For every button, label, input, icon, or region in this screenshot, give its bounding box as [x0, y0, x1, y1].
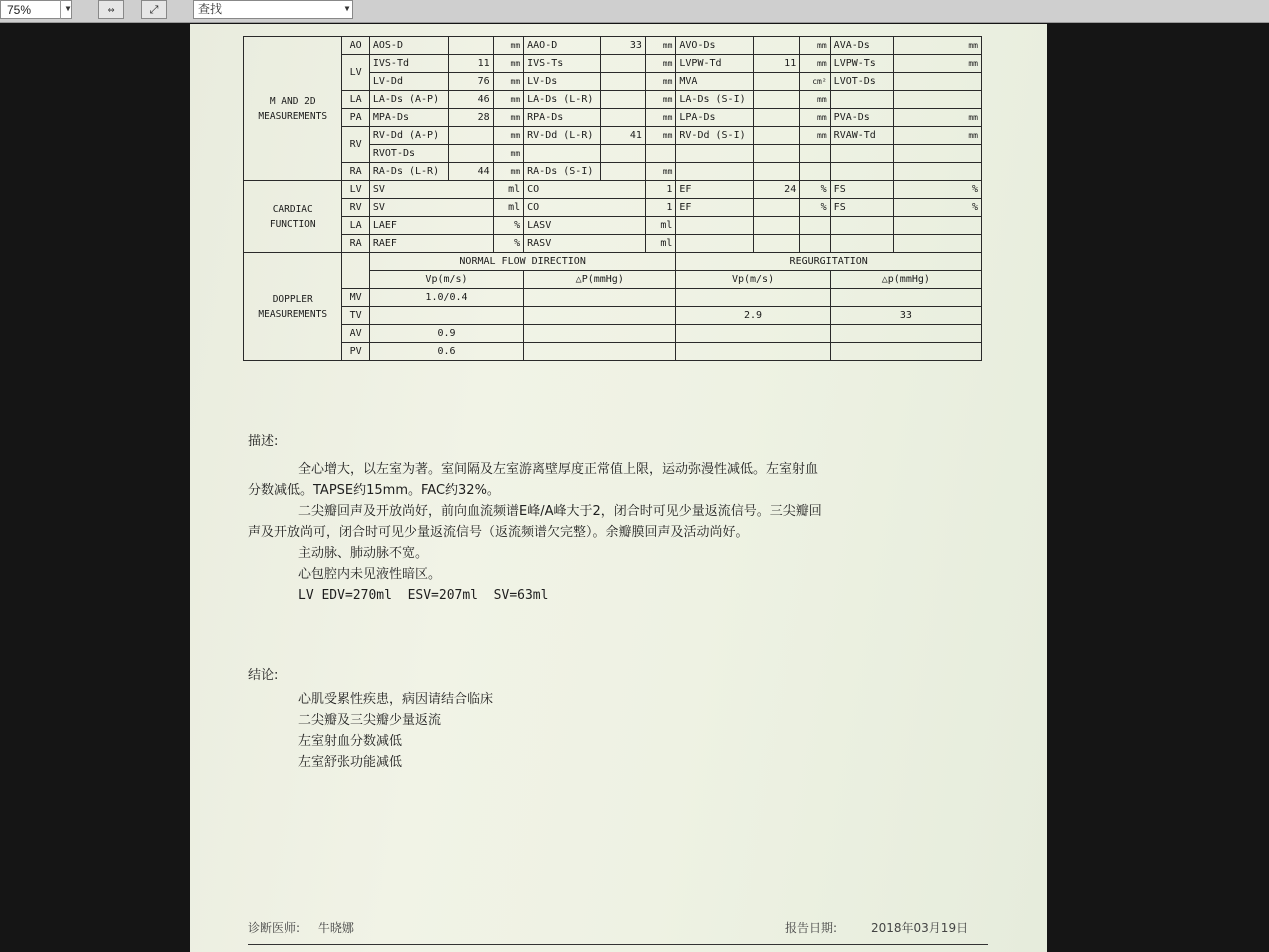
cell-empty: [830, 163, 893, 181]
cell-value: 44: [449, 163, 494, 181]
dp-value: [524, 307, 676, 325]
cell-unit: %: [893, 199, 981, 217]
cell-unit: mm: [493, 145, 523, 163]
cell-empty: [342, 253, 369, 289]
table-row: [244, 253, 982, 271]
sub-label: LA: [342, 217, 369, 235]
cell-unit: mm: [645, 37, 675, 55]
table-row: [244, 325, 982, 343]
cell-label: LA-Ds (L-R): [524, 91, 601, 109]
cell-value: [601, 91, 646, 109]
cell-empty: [524, 145, 601, 163]
table-row: [244, 109, 982, 127]
cell-value: [601, 55, 646, 73]
table-row: [244, 127, 982, 145]
cell-unit: %: [493, 235, 523, 253]
footer-divider: [248, 944, 988, 945]
cell-value: 46: [449, 91, 494, 109]
cell-label: SV: [369, 181, 493, 199]
table-row: [244, 163, 982, 181]
date-label: 报告日期:: [785, 921, 838, 935]
cell-empty: [893, 73, 981, 91]
table-row: [244, 217, 982, 235]
description-line: LV EDV=270ml ESV=207ml SV=63ml: [298, 588, 549, 603]
vp-value: 1.0/0.4: [369, 289, 523, 307]
cell-label: LVPW-Ts: [830, 55, 893, 73]
cell-value: 33: [601, 37, 646, 55]
cell-value: [753, 73, 800, 91]
doctor-label: 诊断医师:: [248, 921, 301, 935]
cell-unit: mm: [493, 91, 523, 109]
cell-value: [753, 109, 800, 127]
cell-empty: [830, 145, 893, 163]
cell-value: [601, 109, 646, 127]
cell-empty: [753, 163, 800, 181]
regurg-vp-value: [676, 325, 830, 343]
cell-label: SV: [369, 199, 493, 217]
cell-empty: [893, 217, 981, 235]
cell-empty: [800, 217, 830, 235]
cell-unit: mm: [645, 91, 675, 109]
cell-unit: 1: [645, 199, 675, 217]
table-row: [244, 235, 982, 253]
cell-empty: [893, 91, 981, 109]
cell-label: FS: [830, 199, 893, 217]
cell-unit: ml: [645, 217, 675, 235]
cell-unit: %: [893, 181, 981, 199]
cell-label: MPA-Ds: [369, 109, 448, 127]
section-m2d-label: M AND 2D MEASUREMENTS: [244, 37, 342, 181]
cell-unit: mm: [493, 73, 523, 91]
cell-value: 11: [449, 55, 494, 73]
cell-label: AVO-Ds: [676, 37, 753, 55]
cell-label: LV-Ds: [524, 73, 601, 91]
description-line: 心包腔内未见液性暗区。: [298, 567, 442, 582]
cell-label: FS: [830, 181, 893, 199]
cell-empty: [753, 145, 800, 163]
cell-label: LASV: [524, 217, 646, 235]
section-doppler-label: DOPPLER MEASUREMENTS: [244, 253, 342, 361]
cell-empty: [753, 235, 800, 253]
cell-label: RPA-Ds: [524, 109, 601, 127]
cell-unit: mm: [893, 55, 981, 73]
regurg-vp-value: [676, 343, 830, 361]
conclusion-line: 左室舒张功能减低: [298, 755, 403, 770]
valve-label: TV: [342, 307, 369, 325]
regurg-vp-header: Vp(m/s): [676, 271, 830, 289]
cell-label: EF: [676, 199, 753, 217]
cell-value: 41: [601, 127, 646, 145]
cell-label: RA-Ds (S-I): [524, 163, 601, 181]
sub-label: PA: [342, 109, 369, 127]
conclusion-heading: 结论:: [248, 668, 279, 683]
sub-label: LA: [342, 91, 369, 109]
cell-empty: [830, 235, 893, 253]
cell-label: AAO-D: [524, 37, 601, 55]
valve-label: PV: [342, 343, 369, 361]
cell-unit: mm: [800, 55, 830, 73]
cell-empty: [893, 145, 981, 163]
description-line: 声及开放尚可，闭合时可见少量返流信号（返流频谱欠完整）。余瓣膜回声及活动尚好。: [248, 525, 749, 540]
cell-label: CO: [524, 181, 646, 199]
report-page: [190, 24, 1047, 952]
regurg-dp-value: [830, 325, 981, 343]
cell-unit: mm: [645, 163, 675, 181]
cell-unit: ml: [493, 199, 523, 217]
regurgitation-header: REGURGITATION: [676, 253, 982, 271]
cell-value: [449, 37, 494, 55]
cell-value: [449, 127, 494, 145]
cell-value: 11: [753, 55, 800, 73]
search-input[interactable]: [193, 0, 353, 19]
cell-label: RA-Ds (L-R): [369, 163, 448, 181]
cell-label: RVOT-Ds: [369, 145, 448, 163]
cell-empty: [893, 235, 981, 253]
vp-value: 0.9: [369, 325, 523, 343]
table-row: [244, 37, 982, 55]
cell-unit: mm: [645, 109, 675, 127]
conclusion-line: 左室射血分数减低: [298, 734, 403, 749]
cell-empty: [676, 145, 753, 163]
cell-label: CO: [524, 199, 646, 217]
dp-value: [524, 325, 676, 343]
cell-value: 76: [449, 73, 494, 91]
cell-value: [601, 73, 646, 91]
cell-label: LV-Dd: [369, 73, 448, 91]
cell-label: IVS-Td: [369, 55, 448, 73]
cell-empty: [601, 145, 646, 163]
cell-unit: mm: [493, 127, 523, 145]
section-cardiac-label: CARDIAC FUNCTION: [244, 181, 342, 253]
chevron-down-icon[interactable]: ▼: [60, 0, 75, 19]
regurg-dp-value: [830, 289, 981, 307]
cell-unit: mm: [800, 91, 830, 109]
fit-page-icon[interactable]: ⤢: [141, 0, 167, 19]
findings-section: [248, 430, 822, 773]
cell-empty: [676, 235, 753, 253]
cell-unit: 1: [645, 181, 675, 199]
regurg-vp-value: 2.9: [676, 307, 830, 325]
cell-empty: [676, 163, 753, 181]
valve-label: AV: [342, 325, 369, 343]
cell-empty: [753, 217, 800, 235]
cell-value: [601, 163, 646, 181]
cell-value: [753, 37, 800, 55]
cell-unit: %: [493, 217, 523, 235]
cell-value: 28: [449, 109, 494, 127]
cell-unit: mm: [893, 127, 981, 145]
regurg-vp-value: [676, 289, 830, 307]
cell-unit: mm: [493, 109, 523, 127]
cell-unit: mm: [800, 127, 830, 145]
cell-label: EF: [676, 181, 753, 199]
table-row: [244, 91, 982, 109]
cell-unit: mm: [493, 163, 523, 181]
cell-unit: mm: [645, 127, 675, 145]
cell-label: RV-Dd (S-I): [676, 127, 753, 145]
sub-label: LV: [342, 181, 369, 199]
cell-label: RAEF: [369, 235, 493, 253]
cell-unit: mm: [800, 109, 830, 127]
cell-empty: [645, 145, 675, 163]
cell-unit: mm: [645, 73, 675, 91]
cell-label: LVOT-Ds: [830, 73, 893, 91]
cell-value: [753, 91, 800, 109]
cell-empty: [753, 199, 800, 217]
description-heading: 描述:: [248, 434, 279, 449]
description-line: 分数减低。TAPSE约15mm。FAC约32%。: [248, 483, 500, 498]
description-line: 主动脉、肺动脉不宽。: [298, 546, 429, 561]
sub-label: RV: [342, 199, 369, 217]
viewer-toolbar: [0, 0, 1269, 23]
table-row: [244, 181, 982, 199]
regurg-dp-value: 33: [830, 307, 981, 325]
cell-unit: mm: [493, 55, 523, 73]
cell-empty: [830, 217, 893, 235]
cell-label: LA-Ds (S-I): [676, 91, 753, 109]
cell-unit: ml: [493, 181, 523, 199]
cell-empty: [800, 163, 830, 181]
measurement-table: [243, 36, 982, 361]
dp-value: [524, 289, 676, 307]
sub-label: RA: [342, 235, 369, 253]
table-row: [244, 289, 982, 307]
cell-unit: %: [800, 199, 830, 217]
report-footer: [248, 919, 988, 936]
cell-unit: mm: [493, 37, 523, 55]
cell-label: RV-Dd (L-R): [524, 127, 601, 145]
vp-header: Vp(m/s): [369, 271, 523, 289]
cell-label: AVA-Ds: [830, 37, 893, 55]
description-line: 二尖瓣回声及开放尚好，前向血流频谱E峰/A峰大于2，闭合时可见少量返流信号。三尖瓣回: [298, 504, 822, 519]
cell-unit: mm: [645, 55, 675, 73]
dp-value: [524, 343, 676, 361]
cell-empty: [893, 163, 981, 181]
cell-label: RVAW-Td: [830, 127, 893, 145]
cell-empty: [830, 91, 893, 109]
conclusion-line: 心肌受累性疾患，病因请结合临床: [298, 692, 494, 707]
cell-empty: [676, 217, 753, 235]
cell-label: IVS-Ts: [524, 55, 601, 73]
cell-label: LPA-Ds: [676, 109, 753, 127]
cell-empty: [800, 145, 830, 163]
cell-label: LAEF: [369, 217, 493, 235]
conclusion-line: 二尖瓣及三尖瓣少量返流: [298, 713, 442, 728]
search-placeholder: 查找: [198, 2, 223, 16]
cell-label: LVPW-Td: [676, 55, 753, 73]
table-row: [244, 343, 982, 361]
cell-label: MVA: [676, 73, 753, 91]
vp-value: [369, 307, 523, 325]
cell-unit: ml: [645, 235, 675, 253]
cell-label: PVA-Ds: [830, 109, 893, 127]
dp-header: △P(mmHg): [524, 271, 676, 289]
report-date: 2018年03月19日: [871, 921, 969, 935]
zoom-value: 75%: [7, 3, 32, 17]
sub-label: LV: [342, 55, 369, 91]
description-line: 全心增大，以左室为著。室间隔及左室游离壁厚度正常值上限，运动弥漫性减低。左室射血: [298, 462, 819, 477]
cell-label: RV-Dd (A-P): [369, 127, 448, 145]
cell-value: [449, 145, 494, 163]
regurg-dp-header: △p(mmHg): [830, 271, 981, 289]
sub-label: AO: [342, 37, 369, 55]
cell-unit: %: [800, 181, 830, 199]
cell-unit: mm: [893, 109, 981, 127]
table-row: [244, 55, 982, 73]
fit-width-icon[interactable]: ⇔: [98, 0, 124, 19]
regurg-dp-value: [830, 343, 981, 361]
table-row: [244, 307, 982, 325]
cell-unit: mm: [893, 37, 981, 55]
vp-value: 0.6: [369, 343, 523, 361]
sub-label: RA: [342, 163, 369, 181]
cell-unit: cm²: [800, 73, 830, 91]
valve-label: MV: [342, 289, 369, 307]
cell-label: AOS-D: [369, 37, 448, 55]
search-dropdown-icon[interactable]: ▼: [344, 4, 350, 13]
normal-flow-header: NORMAL FLOW DIRECTION: [369, 253, 676, 271]
sub-label: RV: [342, 127, 369, 163]
cell-value: [753, 127, 800, 145]
table-row: [244, 199, 982, 217]
doctor-name: 牛晓娜: [317, 921, 354, 935]
cell-empty: [800, 235, 830, 253]
cell-value: 24: [753, 181, 800, 199]
cell-unit: mm: [800, 37, 830, 55]
cell-label: RASV: [524, 235, 646, 253]
cell-label: LA-Ds (A-P): [369, 91, 448, 109]
